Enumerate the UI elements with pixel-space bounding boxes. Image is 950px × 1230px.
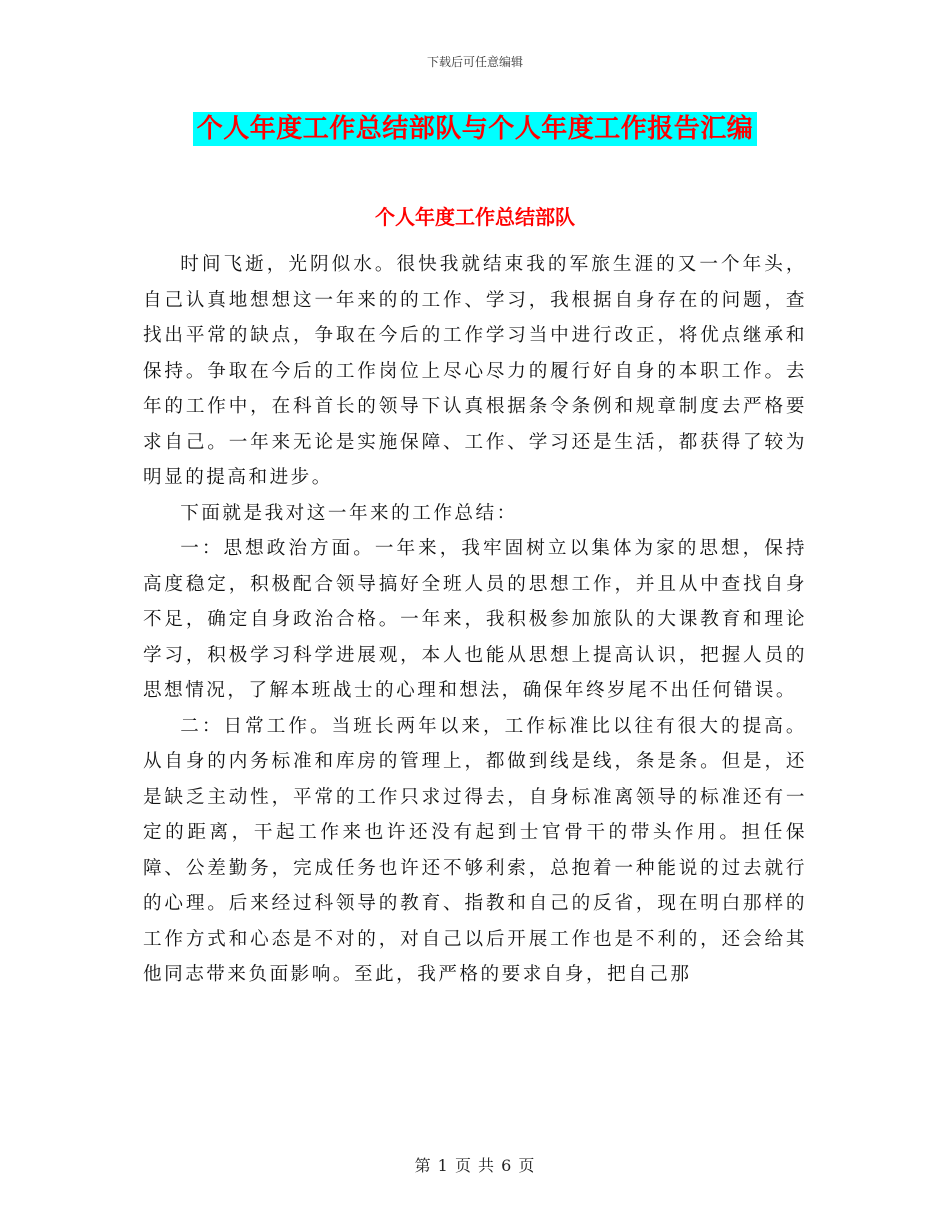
main-title-container (0, 112, 950, 146)
paragraph-ideology: 一：思想政治方面。一年来，我牢固树立以集体为家的思想，保持高度稳定，积极配合领导搞好全班人员的思想工作，并且从中查找自身不足，确定自身政治合格。一年来，我积极参加旅队的大课教育和理论学习，积极学习科学进展观，本人也能从思想上提高认识，把握人员的思想情况，了解本班战士的心理和想法，确保年终岁尾不出任何错误。 (143, 538, 807, 701)
page-number: 第 1 页 共 6 页 (414, 1156, 536, 1175)
paragraph-summary-lead: 下面就是我对这一年来的工作总结： (180, 502, 518, 524)
main-title: 个人年度工作总结部队与个人年度工作报告汇编 (193, 112, 758, 146)
document-body (143, 247, 807, 993)
section-title: 个人年度工作总结部队 (375, 205, 575, 229)
paragraph-intro: 时间飞逝，光阴似水。很快我就结束我的军旅生涯的又一个年头，自己认真地想想这一年来的的工作、学习，我根据自身存在的问题，查找出平常的缺点，争取在今后的工作学习当中进行改正，将优点继承和保持。争取在今后的工作岗位上尽心尽力的履行好自身的本职工作。去年的工作中，在科首长的领导下认真根据条令条例和规章制度去严格要求自己。一年来无论是实施保障、工作、学习还是生活，都获得了较为明显的提高和进步。 (143, 254, 807, 488)
paragraph-daily-work: 二：日常工作。当班长两年以来，工作标准比以往有很大的提高。从自身的内务标准和库房的管理上，都做到线是线，条是条。但是，还是缺乏主动性，平常的工作只求过得去，自身标准离领导的标准还有一定的距离，干起工作来也许还没有起到士官骨干的带头作用。担任保障、公差勤务，完成任务也许还不够利索，总抱着一种能说的过去就行的心理。后来经过科领导的教育、指教和自己的反省，现在明白那样的工作方式和心态是不对的，对自己以后开展工作也是不利的，还会给其他同志带来负面影响。至此，我严格的要求自身，把自己那 (143, 715, 807, 985)
page-header-note: 下载后可任意编辑 (426, 55, 523, 69)
